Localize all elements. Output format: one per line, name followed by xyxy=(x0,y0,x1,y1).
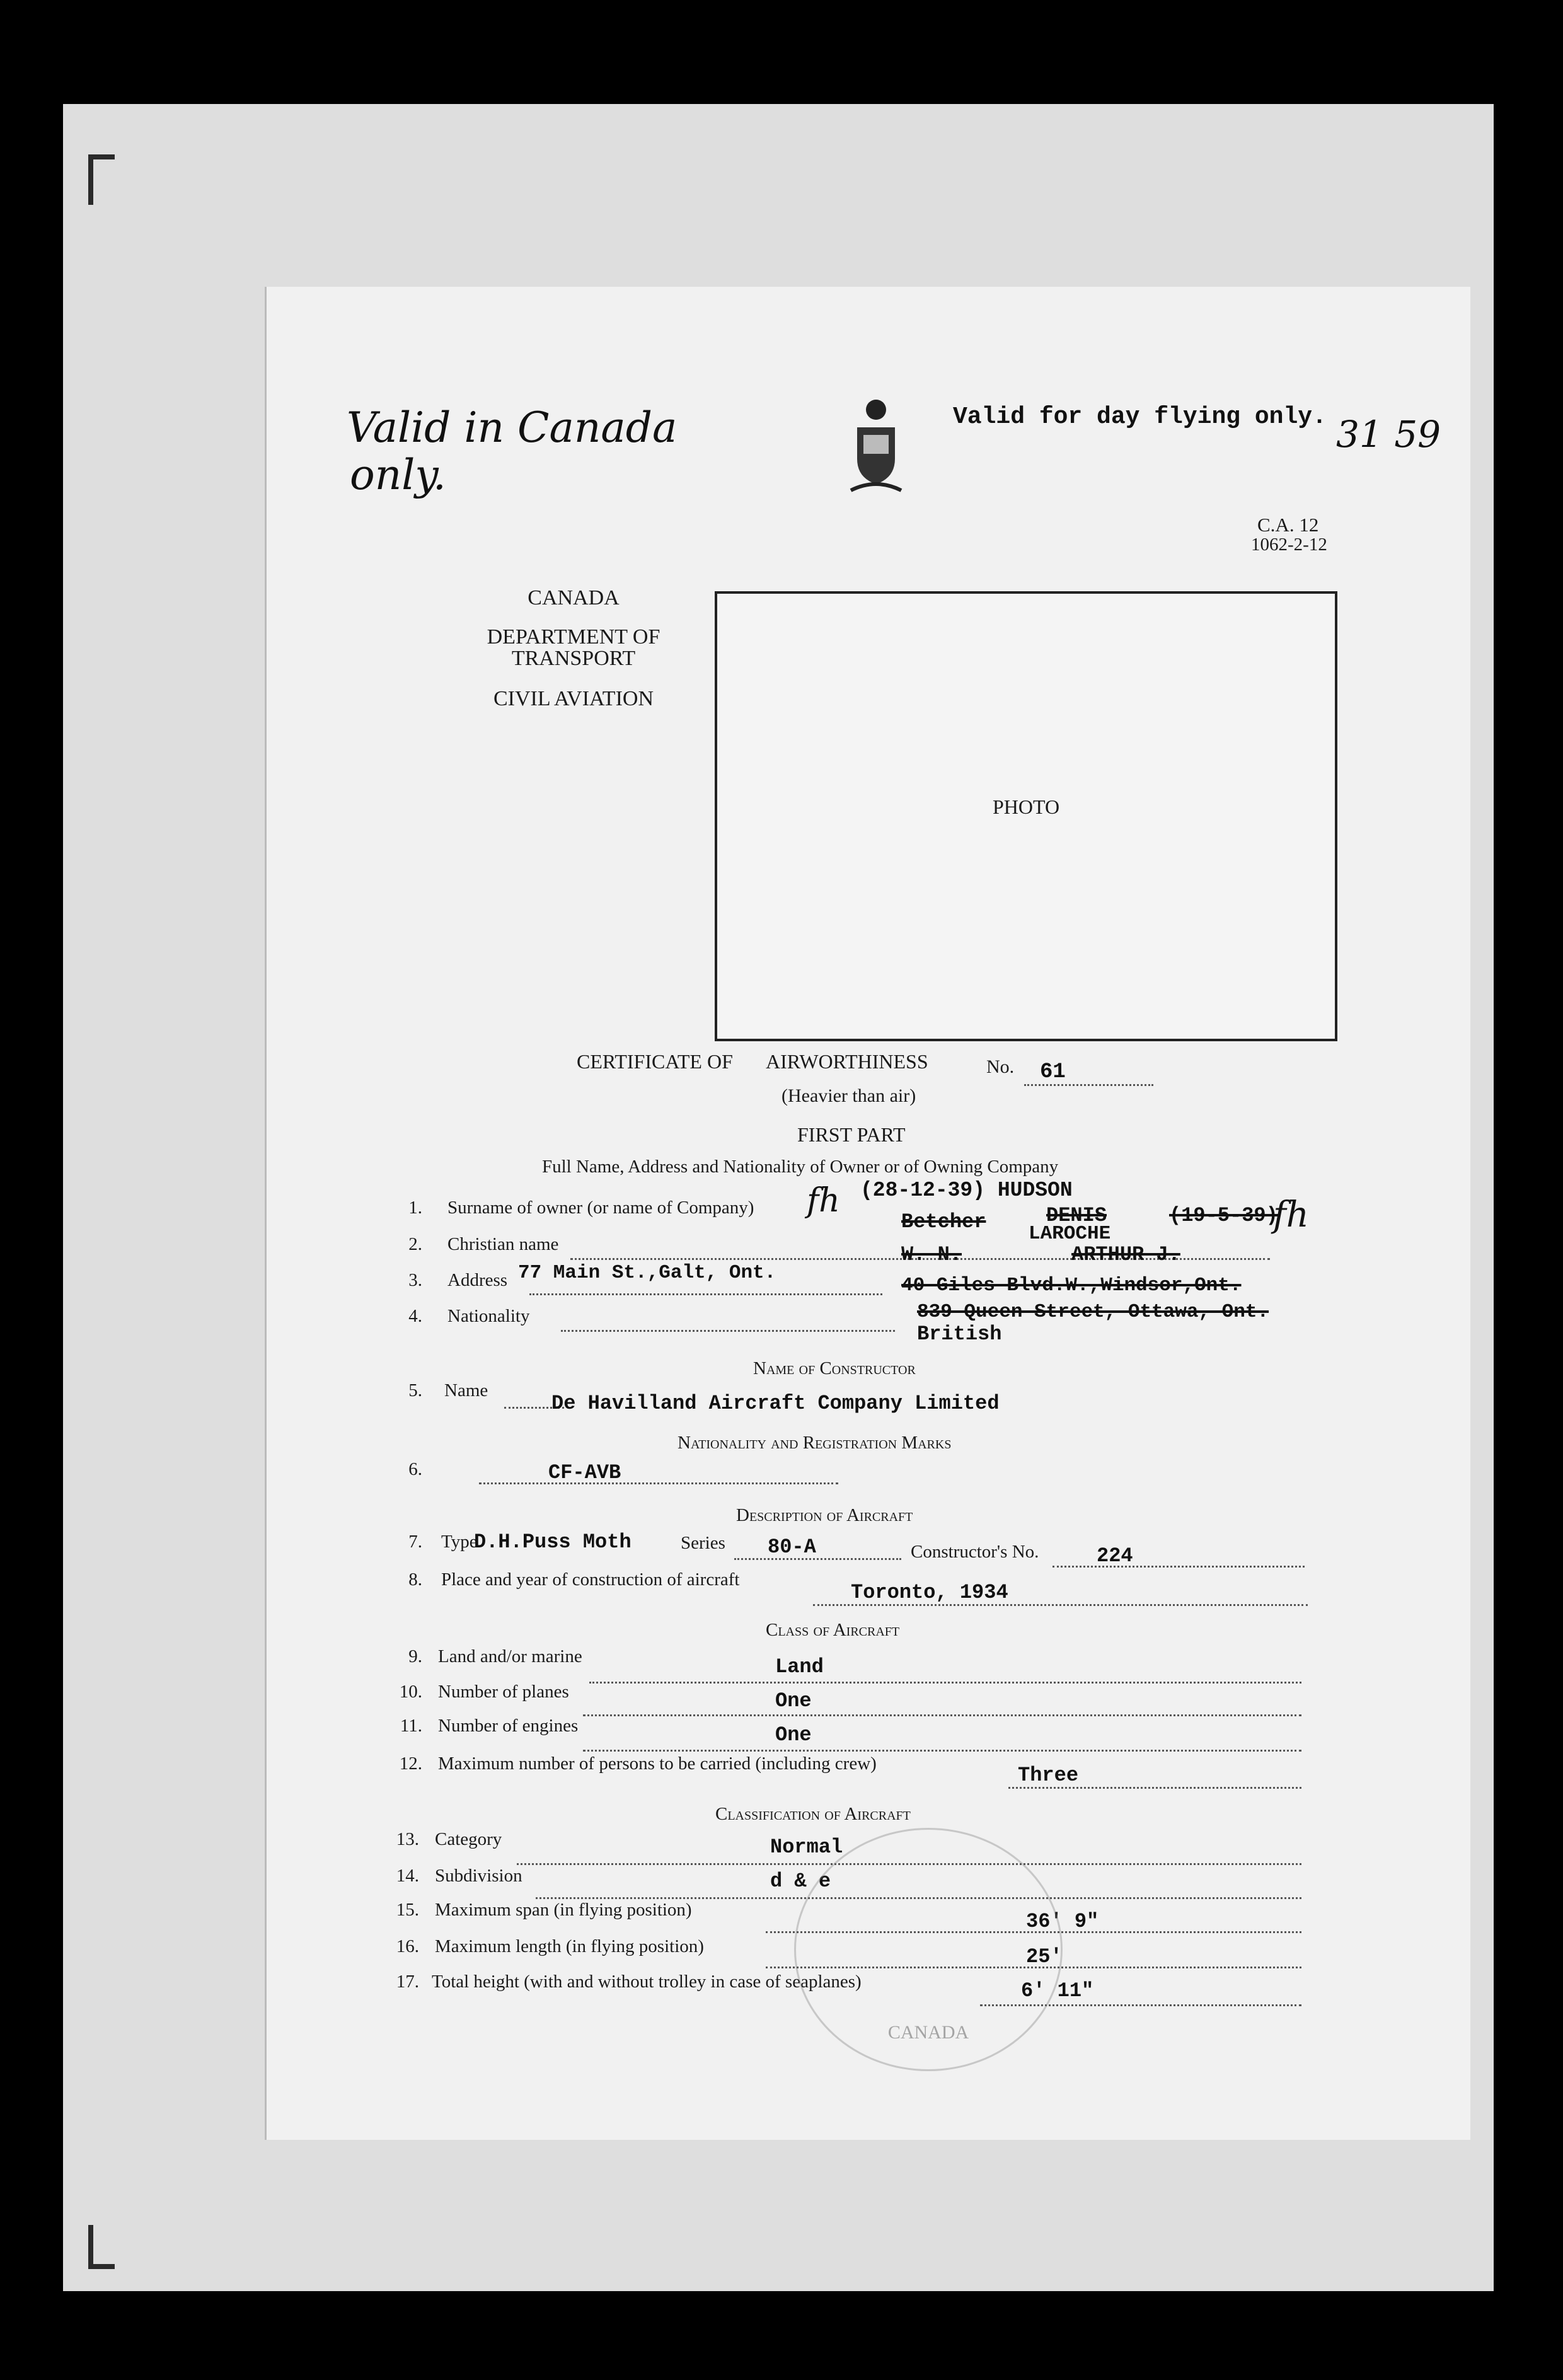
crop-mark-bottom-left xyxy=(88,2225,93,2269)
field-14-label: Subdivision xyxy=(435,1866,522,1886)
christian-name-struck-2: ARTHUR J. xyxy=(1071,1243,1180,1266)
handwritten-initials-2: fh xyxy=(807,1182,840,1220)
registration-heading: Nationality and Registration Marks xyxy=(678,1433,952,1453)
department-heading: DEPARTMENT OF xyxy=(487,625,660,649)
branch-heading: CIVIL AVIATION xyxy=(493,687,654,710)
aircraft-type: D.H.Puss Moth xyxy=(474,1530,632,1554)
country-heading: CANADA xyxy=(528,586,620,609)
constructor-number: 224 xyxy=(1097,1544,1133,1568)
department-heading-2: TRANSPORT xyxy=(511,647,636,670)
dotted-line xyxy=(589,1682,1301,1684)
field-16-label: Maximum length (in flying position) xyxy=(435,1936,704,1956)
owner-surname-struck: Betcher xyxy=(901,1210,986,1233)
nationality-value: British xyxy=(917,1322,1002,1346)
classification-heading: Classification of Aircraft xyxy=(715,1804,911,1824)
certificate-number: 61 xyxy=(1040,1060,1066,1084)
field-9-number: 9. xyxy=(408,1646,422,1667)
form-code: C.A. 12 xyxy=(1257,514,1319,536)
field-10-number: 10. xyxy=(399,1682,422,1702)
field-2-number: 2. xyxy=(408,1234,422,1254)
field-7-number: 7. xyxy=(408,1532,422,1552)
series-value: 80-A xyxy=(768,1535,816,1559)
field-9-label: Land and/or marine xyxy=(438,1646,582,1667)
field-5-number: 5. xyxy=(408,1380,422,1401)
address-struck-2: 839 Queen Street, Ottawa, Ont. xyxy=(917,1301,1269,1323)
description-heading: Description of Aircraft xyxy=(736,1505,913,1525)
field-6-number: 6. xyxy=(408,1459,422,1479)
owner-surname-struck-2: DENIS xyxy=(1046,1204,1107,1227)
crop-mark-top-left-v xyxy=(88,154,93,205)
field-13-label: Category xyxy=(435,1829,502,1849)
field-17-number: 17. xyxy=(396,1972,419,1992)
dotted-line xyxy=(1024,1084,1153,1086)
field-10-label: Number of planes xyxy=(438,1682,569,1702)
dotted-line xyxy=(529,1293,882,1295)
category-value: Normal xyxy=(770,1835,843,1859)
dotted-line xyxy=(1008,1787,1301,1789)
dotted-line xyxy=(1053,1566,1305,1568)
span-value: 36' 9" xyxy=(1026,1910,1099,1933)
field-3-number: 3. xyxy=(408,1270,422,1290)
height-value: 6' 11" xyxy=(1021,1979,1094,2002)
field-12-number: 12. xyxy=(399,1753,422,1774)
certificate-title-b: AIRWORTHINESS xyxy=(766,1050,928,1073)
address-current: 77 Main St.,Galt, Ont. xyxy=(518,1262,776,1284)
photo-box xyxy=(715,591,1337,1041)
stamp-text: CANADA xyxy=(887,2022,969,2043)
field-2-label: Christian name xyxy=(447,1234,559,1254)
field-1-label: Surname of owner (or name of Company) xyxy=(447,1198,754,1218)
construction-place-year: Toronto, 1934 xyxy=(851,1581,1008,1604)
persons-value: Three xyxy=(1018,1764,1079,1787)
address-struck-1: 40 Giles Blvd.W.,Windsor,Ont. xyxy=(901,1274,1242,1297)
photo-label: PHOTO xyxy=(992,795,1060,818)
owner-surname-struck-date: (19-5-39) xyxy=(1169,1204,1278,1227)
constructor-no-label: Constructor's No. xyxy=(911,1542,1039,1562)
field-14-number: 14. xyxy=(396,1866,419,1886)
form-print-code: 1062-2-12 xyxy=(1251,534,1327,555)
constructor-name: De Havilland Aircraft Company Limited xyxy=(551,1392,1000,1415)
handwritten-validity-note-2: only. xyxy=(350,451,446,499)
christian-name-struck: W. N. xyxy=(901,1243,962,1266)
dotted-line xyxy=(583,1714,1301,1716)
crop-mark-bottom-left-h xyxy=(88,2264,115,2269)
field-11-number: 11. xyxy=(400,1716,422,1736)
field-1-number: 1. xyxy=(408,1198,422,1218)
owner-surname-current: (28-12-39) HUDSON xyxy=(860,1179,1073,1202)
subdivision-value: d & e xyxy=(770,1869,831,1893)
field-8-label: Place and year of construction of aircraft xyxy=(441,1569,740,1590)
dotted-line xyxy=(561,1330,895,1332)
dotted-line xyxy=(813,1604,1308,1606)
field-4-label: Nationality xyxy=(447,1306,530,1326)
certificate-title-a: CERTIFICATE OF xyxy=(577,1050,733,1073)
planes-value: One xyxy=(775,1689,812,1713)
christian-name-current: LAROCHE xyxy=(1029,1223,1111,1245)
field-5-label: Name xyxy=(444,1380,488,1401)
field-4-number: 4. xyxy=(408,1306,422,1326)
field-17-label: Total height (with and without trolley in case of seaplanes) xyxy=(432,1972,862,1992)
dotted-line xyxy=(734,1558,901,1560)
field-3-label: Address xyxy=(447,1270,508,1290)
series-label: Series xyxy=(681,1533,725,1553)
certificate-subtitle: (Heavier than air) xyxy=(782,1085,916,1106)
coat-of-arms-icon xyxy=(845,396,908,497)
field-7-label: Type xyxy=(441,1532,478,1552)
official-stamp xyxy=(794,1828,1063,2071)
handwritten-validity-note: Valid in Canada xyxy=(347,403,678,452)
class-heading: Class of Aircraft xyxy=(766,1620,900,1640)
field-16-number: 16. xyxy=(396,1936,419,1956)
length-value: 25' xyxy=(1026,1945,1063,1968)
field-11-label: Number of engines xyxy=(438,1716,579,1736)
valid-day-flying: Valid for day flying only. xyxy=(953,403,1327,430)
field-8-number: 8. xyxy=(408,1569,422,1590)
handwritten-corner-numbers: 31 59 xyxy=(1336,413,1441,456)
certificate-no-label: No. xyxy=(986,1056,1015,1077)
dotted-line xyxy=(479,1482,838,1484)
land-marine-value: Land xyxy=(775,1655,824,1678)
dotted-line xyxy=(583,1750,1301,1752)
field-15-label: Maximum span (in flying position) xyxy=(435,1900,692,1920)
field-13-number: 13. xyxy=(396,1829,419,1849)
registration-mark: CF-AVB xyxy=(548,1461,621,1484)
field-15-number: 15. xyxy=(396,1900,419,1920)
first-part-heading: FIRST PART xyxy=(797,1123,906,1146)
constructor-heading: Name of Constructor xyxy=(753,1358,916,1378)
handwritten-initials-1: fh xyxy=(1273,1194,1309,1235)
field-12-label: Maximum number of persons to be carried (including crew) xyxy=(438,1753,877,1774)
engines-value: One xyxy=(775,1723,812,1747)
owner-heading: Full Name, Address and Nationality of Owner or of Owning Company xyxy=(542,1157,1059,1177)
